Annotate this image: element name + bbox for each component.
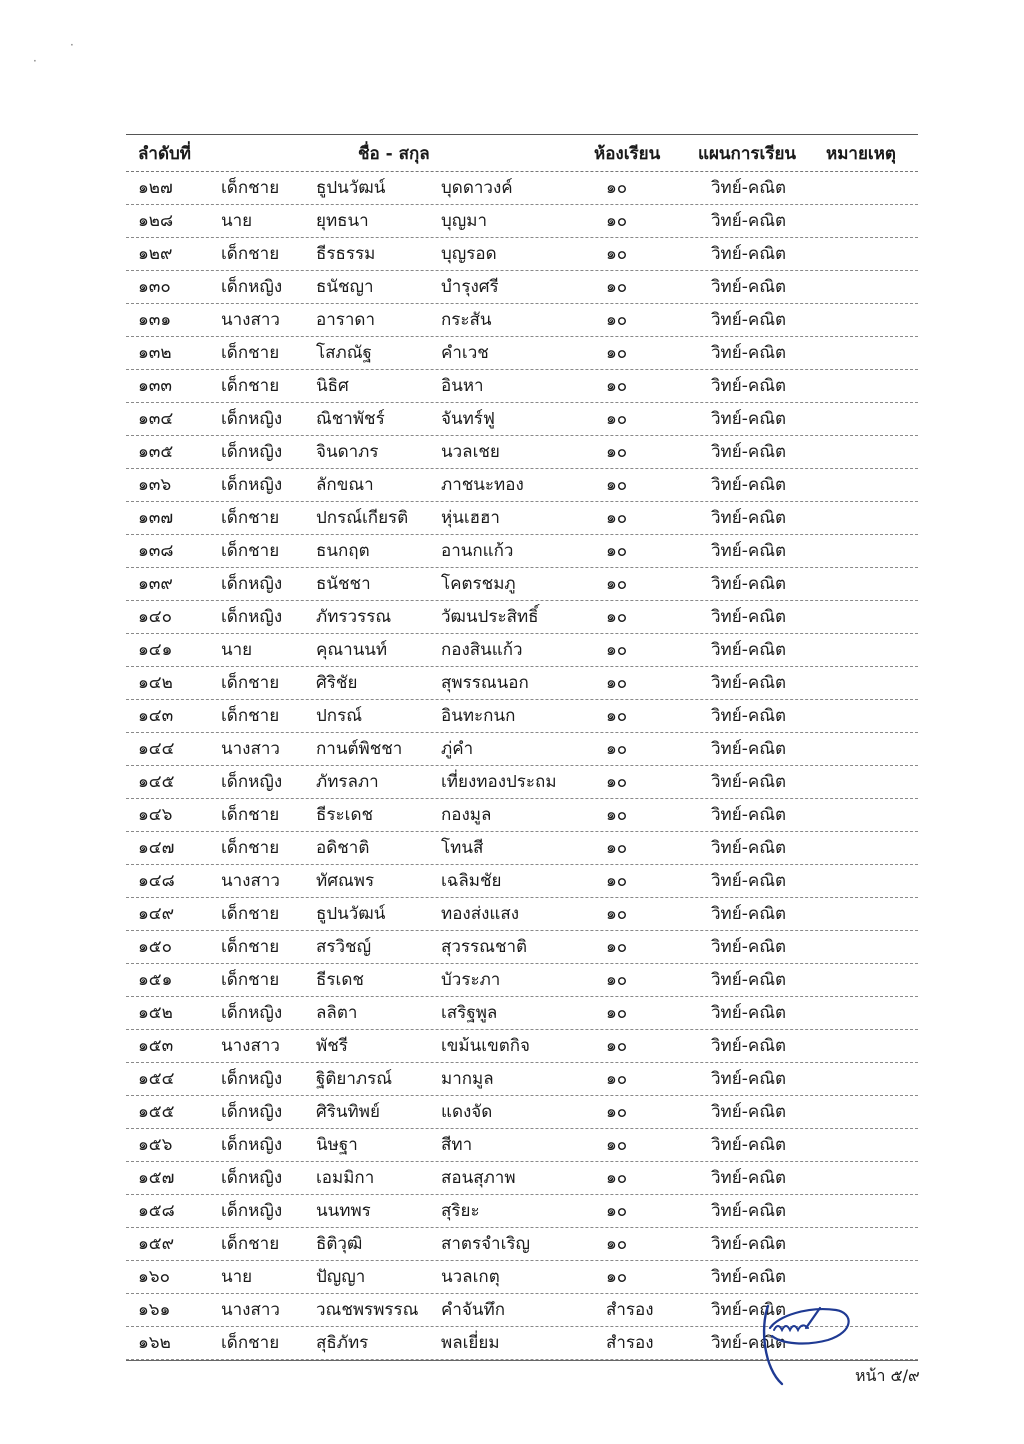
row-last-name: พลเยี่ยม bbox=[441, 1333, 500, 1353]
row-title: เด็กชาย bbox=[221, 541, 280, 561]
row-room: ๑๐ bbox=[606, 838, 628, 858]
row-title: เด็กชาย bbox=[221, 970, 280, 990]
row-last-name: สุพรรณนอก bbox=[441, 673, 529, 693]
row-last-name: เที่ยงทองประถม bbox=[441, 772, 557, 792]
table-row bbox=[126, 766, 918, 799]
row-last-name: นวลเชย bbox=[441, 442, 500, 462]
row-title: เด็กหญิง bbox=[221, 607, 283, 627]
table-row bbox=[126, 469, 918, 502]
table-row bbox=[126, 865, 918, 898]
row-last-name: เฉลิมชัย bbox=[441, 871, 502, 891]
row-last-name: โทนสี bbox=[441, 838, 484, 858]
row-plan: วิทย์-คณิต bbox=[711, 937, 787, 957]
row-room: ๑๐ bbox=[606, 1234, 628, 1254]
row-first-name: ทัศณพร bbox=[316, 871, 375, 891]
row-title: นาย bbox=[221, 640, 253, 660]
row-no: ๑๕๔ bbox=[138, 1069, 175, 1089]
row-no: ๑๕๑ bbox=[138, 970, 173, 990]
table-body bbox=[126, 172, 918, 1360]
row-plan: วิทย์-คณิต bbox=[711, 838, 787, 858]
row-title: เด็กชาย bbox=[221, 1333, 280, 1353]
row-title: เด็กชาย bbox=[221, 673, 280, 693]
row-last-name: ภู่คำ bbox=[441, 739, 474, 759]
row-no: ๑๒๙ bbox=[138, 244, 173, 264]
row-last-name: อานกแก้ว bbox=[441, 541, 514, 561]
row-room: ๑๐ bbox=[606, 211, 628, 231]
row-no: ๑๖๒ bbox=[138, 1333, 171, 1353]
table-row bbox=[126, 1195, 918, 1228]
row-first-name: ภัทรวรรณ bbox=[316, 607, 392, 627]
row-plan: วิทย์-คณิต bbox=[711, 277, 787, 297]
table-row bbox=[126, 1096, 918, 1129]
table-row bbox=[126, 502, 918, 535]
row-plan: วิทย์-คณิต bbox=[711, 541, 787, 561]
row-first-name: ปกรณ์ bbox=[316, 706, 362, 726]
row-plan: วิทย์-คณิต bbox=[711, 739, 787, 759]
row-title: เด็กหญิง bbox=[221, 1135, 283, 1155]
row-room: ๑๐ bbox=[606, 1003, 628, 1023]
row-last-name: บุดดาวงค์ bbox=[441, 178, 513, 198]
row-title: เด็กชาย bbox=[221, 838, 280, 858]
table-row bbox=[126, 1063, 918, 1096]
row-room: ๑๐ bbox=[606, 739, 628, 759]
row-first-name: สุธิภัทร bbox=[316, 1333, 369, 1353]
row-last-name: กระสัน bbox=[441, 310, 492, 330]
row-plan: วิทย์-คณิต bbox=[711, 1267, 787, 1287]
row-last-name: ภาชนะทอง bbox=[441, 475, 524, 495]
row-first-name: โสภณัฐ bbox=[316, 343, 372, 363]
row-first-name: ศิรินทิพย์ bbox=[316, 1102, 380, 1122]
row-title: นางสาว bbox=[221, 739, 280, 759]
row-no: ๑๖๑ bbox=[138, 1300, 171, 1320]
table-row bbox=[126, 205, 918, 238]
row-room: ๑๐ bbox=[606, 805, 628, 825]
row-plan: วิทย์-คณิต bbox=[711, 442, 787, 462]
table-row bbox=[126, 568, 918, 601]
row-first-name: วณชพรพรรณ bbox=[316, 1300, 419, 1320]
row-title: นางสาว bbox=[221, 1036, 280, 1056]
row-no: ๑๔๖ bbox=[138, 805, 173, 825]
row-plan: วิทย์-คณิต bbox=[711, 1135, 787, 1155]
row-no: ๑๕๓ bbox=[138, 1036, 174, 1056]
row-plan: วิทย์-คณิต bbox=[711, 706, 787, 726]
row-first-name: เอมมิกา bbox=[316, 1168, 375, 1188]
row-no: ๑๓๙ bbox=[138, 574, 173, 594]
row-no: ๑๔๑ bbox=[138, 640, 173, 660]
row-first-name: ธูปนวัฒน์ bbox=[316, 904, 386, 924]
header-no: ลำดับที่ bbox=[138, 144, 192, 164]
row-last-name: อินทะกนก bbox=[441, 706, 516, 726]
row-title: เด็กหญิง bbox=[221, 1102, 283, 1122]
row-last-name: บุญมา bbox=[441, 211, 488, 231]
row-room: ๑๐ bbox=[606, 541, 628, 561]
row-last-name: มากมูล bbox=[441, 1069, 494, 1089]
row-no: ๑๓๖ bbox=[138, 475, 172, 495]
table-row bbox=[126, 370, 918, 403]
student-table bbox=[126, 134, 918, 1361]
table-row bbox=[126, 898, 918, 931]
row-first-name: ฐิติยาภรณ์ bbox=[316, 1069, 393, 1089]
table-row bbox=[126, 997, 918, 1030]
row-no: ๑๓๗ bbox=[138, 508, 174, 528]
row-first-name: ธิติวุฒิ bbox=[316, 1234, 363, 1254]
row-first-name: ธนกฤต bbox=[316, 541, 370, 561]
row-room: ๑๐ bbox=[606, 244, 628, 264]
table-row bbox=[126, 634, 918, 667]
row-title: เด็กหญิง bbox=[221, 442, 283, 462]
table-row bbox=[126, 1030, 918, 1063]
row-title: นางสาว bbox=[221, 310, 280, 330]
row-last-name: กองสินแก้ว bbox=[441, 640, 523, 660]
row-room: สำรอง bbox=[606, 1300, 654, 1320]
row-title: เด็กชาย bbox=[221, 178, 280, 198]
row-plan: วิทย์-คณิต bbox=[711, 1168, 787, 1188]
table-row bbox=[126, 304, 918, 337]
row-first-name: ลลิตา bbox=[316, 1003, 358, 1023]
row-room: ๑๐ bbox=[606, 310, 628, 330]
row-no: ๑๕๖ bbox=[138, 1135, 173, 1155]
row-last-name: วัฒนประสิทธิ์ bbox=[441, 607, 539, 627]
table-row bbox=[126, 1228, 918, 1261]
header-plan: แผนการเรียน bbox=[698, 144, 797, 164]
row-no: ๑๕๘ bbox=[138, 1201, 175, 1221]
row-room: ๑๐ bbox=[606, 1201, 628, 1221]
row-title: เด็กหญิง bbox=[221, 772, 283, 792]
row-last-name: สีทา bbox=[441, 1135, 473, 1155]
row-title: นางสาว bbox=[221, 871, 280, 891]
row-plan: วิทย์-คณิต bbox=[711, 1102, 787, 1122]
row-last-name: เขม้นเขตกิจ bbox=[441, 1036, 530, 1056]
row-plan: วิทย์-คณิต bbox=[711, 772, 787, 792]
row-last-name: สุวรรณชาติ bbox=[441, 937, 528, 957]
row-no: ๑๕๗ bbox=[138, 1168, 175, 1188]
row-last-name: ทองส่งแสง bbox=[441, 904, 520, 924]
row-room: ๑๐ bbox=[606, 1069, 628, 1089]
row-plan: วิทย์-คณิต bbox=[711, 871, 787, 891]
row-first-name: ภัทรลภา bbox=[316, 772, 379, 792]
row-room: สำรอง bbox=[606, 1333, 654, 1353]
row-title: เด็กหญิง bbox=[221, 574, 283, 594]
row-first-name: ธูปนวัฒน์ bbox=[316, 178, 386, 198]
row-first-name: อดิชาติ bbox=[316, 838, 370, 858]
row-first-name: ธีระเดช bbox=[316, 805, 374, 825]
row-last-name: อินหา bbox=[441, 376, 484, 396]
table-row bbox=[126, 337, 918, 370]
table-row bbox=[126, 799, 918, 832]
row-first-name: สรวิชญ์ bbox=[316, 937, 372, 957]
row-plan: วิทย์-คณิต bbox=[711, 1300, 787, 1320]
row-title: เด็กชาย bbox=[221, 244, 280, 264]
row-plan: วิทย์-คณิต bbox=[711, 508, 787, 528]
row-title: เด็กหญิง bbox=[221, 1069, 283, 1089]
table-header bbox=[126, 135, 918, 172]
row-first-name: นิธิศ bbox=[316, 376, 349, 396]
row-no: ๑๓๕ bbox=[138, 442, 174, 462]
row-title: นาย bbox=[221, 211, 253, 231]
row-no: ๑๔๓ bbox=[138, 706, 174, 726]
row-plan: วิทย์-คณิต bbox=[711, 343, 787, 363]
table-row bbox=[126, 733, 918, 766]
row-last-name: โคตรชมภู bbox=[441, 574, 516, 594]
row-plan: วิทย์-คณิต bbox=[711, 1201, 787, 1221]
row-plan: วิทย์-คณิต bbox=[711, 475, 787, 495]
row-title: เด็กชาย bbox=[221, 706, 280, 726]
row-no: ๑๕๒ bbox=[138, 1003, 173, 1023]
row-last-name: บำรุงศรี bbox=[441, 277, 499, 297]
row-first-name: ลักขณา bbox=[316, 475, 374, 495]
row-plan: วิทย์-คณิต bbox=[711, 1234, 787, 1254]
row-plan: วิทย์-คณิต bbox=[711, 607, 787, 627]
table-row bbox=[126, 601, 918, 634]
row-no: ๑๕๐ bbox=[138, 937, 173, 957]
row-first-name: ปัญญา bbox=[316, 1267, 366, 1287]
row-title: นาย bbox=[221, 1267, 253, 1287]
table-row bbox=[126, 403, 918, 436]
row-first-name: พัชรี bbox=[316, 1036, 348, 1056]
table-row bbox=[126, 238, 918, 271]
row-first-name: กานต์พิชชา bbox=[316, 739, 403, 759]
row-title: เด็กหญิง bbox=[221, 1168, 283, 1188]
table-row bbox=[126, 1129, 918, 1162]
row-first-name: จินดาภร bbox=[316, 442, 379, 462]
row-plan: วิทย์-คณิต bbox=[711, 805, 787, 825]
row-no: ๑๓๓ bbox=[138, 376, 173, 396]
row-last-name: หุ่นเฮฮา bbox=[441, 508, 500, 528]
row-title: เด็กหญิง bbox=[221, 409, 283, 429]
row-no: ๑๔๙ bbox=[138, 904, 175, 924]
row-room: ๑๐ bbox=[606, 442, 628, 462]
row-last-name: เสริฐพูล bbox=[441, 1003, 498, 1023]
row-last-name: แดงจัด bbox=[441, 1102, 493, 1122]
row-room: ๑๐ bbox=[606, 970, 628, 990]
row-plan: วิทย์-คณิต bbox=[711, 1333, 787, 1353]
row-first-name: ธีรธรรม bbox=[316, 244, 376, 264]
row-plan: วิทย์-คณิต bbox=[711, 574, 787, 594]
row-no: ๑๖๐ bbox=[138, 1267, 170, 1287]
row-room: ๑๐ bbox=[606, 178, 628, 198]
row-first-name: นิษฐา bbox=[316, 1135, 358, 1155]
row-room: ๑๐ bbox=[606, 1036, 628, 1056]
table-row bbox=[126, 1261, 918, 1294]
row-plan: วิทย์-คณิต bbox=[711, 310, 787, 330]
header-name: ชื่อ - สกุล bbox=[358, 144, 430, 164]
table-row bbox=[126, 964, 918, 997]
row-no: ๑๕๕ bbox=[138, 1102, 175, 1122]
table-row bbox=[126, 832, 918, 865]
table-row bbox=[126, 931, 918, 964]
row-room: ๑๐ bbox=[606, 904, 628, 924]
row-plan: วิทย์-คณิต bbox=[711, 178, 787, 198]
row-first-name: ธนัชชา bbox=[316, 574, 371, 594]
row-first-name: อาราดา bbox=[316, 310, 376, 330]
row-last-name: จันทร์ฟู bbox=[441, 409, 495, 429]
row-plan: วิทย์-คณิต bbox=[711, 1069, 787, 1089]
row-title: เด็กหญิง bbox=[221, 1201, 283, 1221]
row-first-name: นนทพร bbox=[316, 1201, 371, 1221]
row-no: ๑๓๘ bbox=[138, 541, 174, 561]
row-no: ๑๒๗ bbox=[138, 178, 173, 198]
row-no: ๑๔๒ bbox=[138, 673, 173, 693]
scan-speck: · bbox=[70, 38, 74, 52]
row-room: ๑๐ bbox=[606, 673, 628, 693]
row-no: ๑๔๔ bbox=[138, 739, 175, 759]
row-plan: วิทย์-คณิต bbox=[711, 409, 787, 429]
row-room: ๑๐ bbox=[606, 607, 628, 627]
row-no: ๑๔๗ bbox=[138, 838, 175, 858]
row-room: ๑๐ bbox=[606, 937, 628, 957]
row-no: ๑๓๒ bbox=[138, 343, 172, 363]
table-row bbox=[126, 271, 918, 304]
row-title: เด็กหญิง bbox=[221, 475, 283, 495]
row-last-name: สุริยะ bbox=[441, 1201, 480, 1221]
row-room: ๑๐ bbox=[606, 640, 628, 660]
row-last-name: กองมูล bbox=[441, 805, 492, 825]
row-plan: วิทย์-คณิต bbox=[711, 1036, 787, 1056]
signature-icon bbox=[758, 1298, 858, 1390]
row-first-name: ธีรเดช bbox=[316, 970, 364, 990]
scan-speck: · bbox=[33, 54, 37, 68]
row-plan: วิทย์-คณิต bbox=[711, 640, 787, 660]
row-title: เด็กชาย bbox=[221, 904, 280, 924]
row-room: ๑๐ bbox=[606, 706, 628, 726]
row-no: ๑๔๐ bbox=[138, 607, 173, 627]
row-room: ๑๐ bbox=[606, 871, 628, 891]
row-first-name: คุณานนท์ bbox=[316, 640, 388, 660]
row-room: ๑๐ bbox=[606, 475, 628, 495]
row-first-name: ยุทธนา bbox=[316, 211, 369, 231]
row-plan: วิทย์-คณิต bbox=[711, 244, 787, 264]
table-row bbox=[126, 1162, 918, 1195]
row-room: ๑๐ bbox=[606, 376, 628, 396]
row-room: ๑๐ bbox=[606, 508, 628, 528]
row-room: ๑๐ bbox=[606, 1135, 628, 1155]
row-title: เด็กชาย bbox=[221, 376, 280, 396]
row-title: เด็กหญิง bbox=[221, 277, 283, 297]
row-title: นางสาว bbox=[221, 1300, 280, 1320]
header-note: หมายเหตุ bbox=[826, 144, 896, 164]
table-row bbox=[126, 667, 918, 700]
row-first-name: ปกรณ์เกียรติ bbox=[316, 508, 409, 528]
row-room: ๑๐ bbox=[606, 277, 628, 297]
row-title: เด็กชาย bbox=[221, 1234, 280, 1254]
row-plan: วิทย์-คณิต bbox=[711, 673, 787, 693]
row-plan: วิทย์-คณิต bbox=[711, 970, 787, 990]
header-room: ห้องเรียน bbox=[594, 144, 661, 164]
row-last-name: คำจันทึก bbox=[441, 1300, 505, 1320]
row-last-name: บุญรอด bbox=[441, 244, 497, 264]
row-title: เด็กชาย bbox=[221, 343, 280, 363]
row-room: ๑๐ bbox=[606, 772, 628, 792]
row-no: ๑๔๘ bbox=[138, 871, 175, 891]
table-row bbox=[126, 700, 918, 733]
row-room: ๑๐ bbox=[606, 1102, 628, 1122]
row-no: ๑๕๙ bbox=[138, 1234, 175, 1254]
table-row bbox=[126, 535, 918, 568]
row-last-name: นวลเกตุ bbox=[441, 1267, 500, 1287]
row-room: ๑๐ bbox=[606, 1168, 628, 1188]
table-row bbox=[126, 172, 918, 205]
row-plan: วิทย์-คณิต bbox=[711, 376, 787, 396]
row-last-name: สาตรจำเริญ bbox=[441, 1234, 531, 1254]
row-room: ๑๐ bbox=[606, 574, 628, 594]
row-no: ๑๓๔ bbox=[138, 409, 174, 429]
row-plan: วิทย์-คณิต bbox=[711, 211, 787, 231]
row-last-name: สอนสุภาพ bbox=[441, 1168, 516, 1188]
row-no: ๑๓๐ bbox=[138, 277, 171, 297]
row-no: ๑๓๑ bbox=[138, 310, 172, 330]
row-no: ๑๔๕ bbox=[138, 772, 175, 792]
row-plan: วิทย์-คณิต bbox=[711, 1003, 787, 1023]
row-first-name: ณิชาพัชร์ bbox=[316, 409, 385, 429]
row-title: เด็กชาย bbox=[221, 508, 280, 528]
row-title: เด็กชาย bbox=[221, 937, 280, 957]
row-plan: วิทย์-คณิต bbox=[711, 904, 787, 924]
row-first-name: ศิริชัย bbox=[316, 673, 358, 693]
row-no: ๑๒๘ bbox=[138, 211, 174, 231]
row-last-name: บัวระภา bbox=[441, 970, 501, 990]
row-title: เด็กชาย bbox=[221, 805, 280, 825]
row-first-name: ธนัชญา bbox=[316, 277, 374, 297]
row-title: เด็กหญิง bbox=[221, 1003, 283, 1023]
row-last-name: คำเวช bbox=[441, 343, 489, 363]
page-number: หน้า ๕/๙ bbox=[855, 1366, 920, 1385]
row-room: ๑๐ bbox=[606, 1267, 628, 1287]
row-room: ๑๐ bbox=[606, 343, 628, 363]
table-row bbox=[126, 436, 918, 469]
row-room: ๑๐ bbox=[606, 409, 628, 429]
